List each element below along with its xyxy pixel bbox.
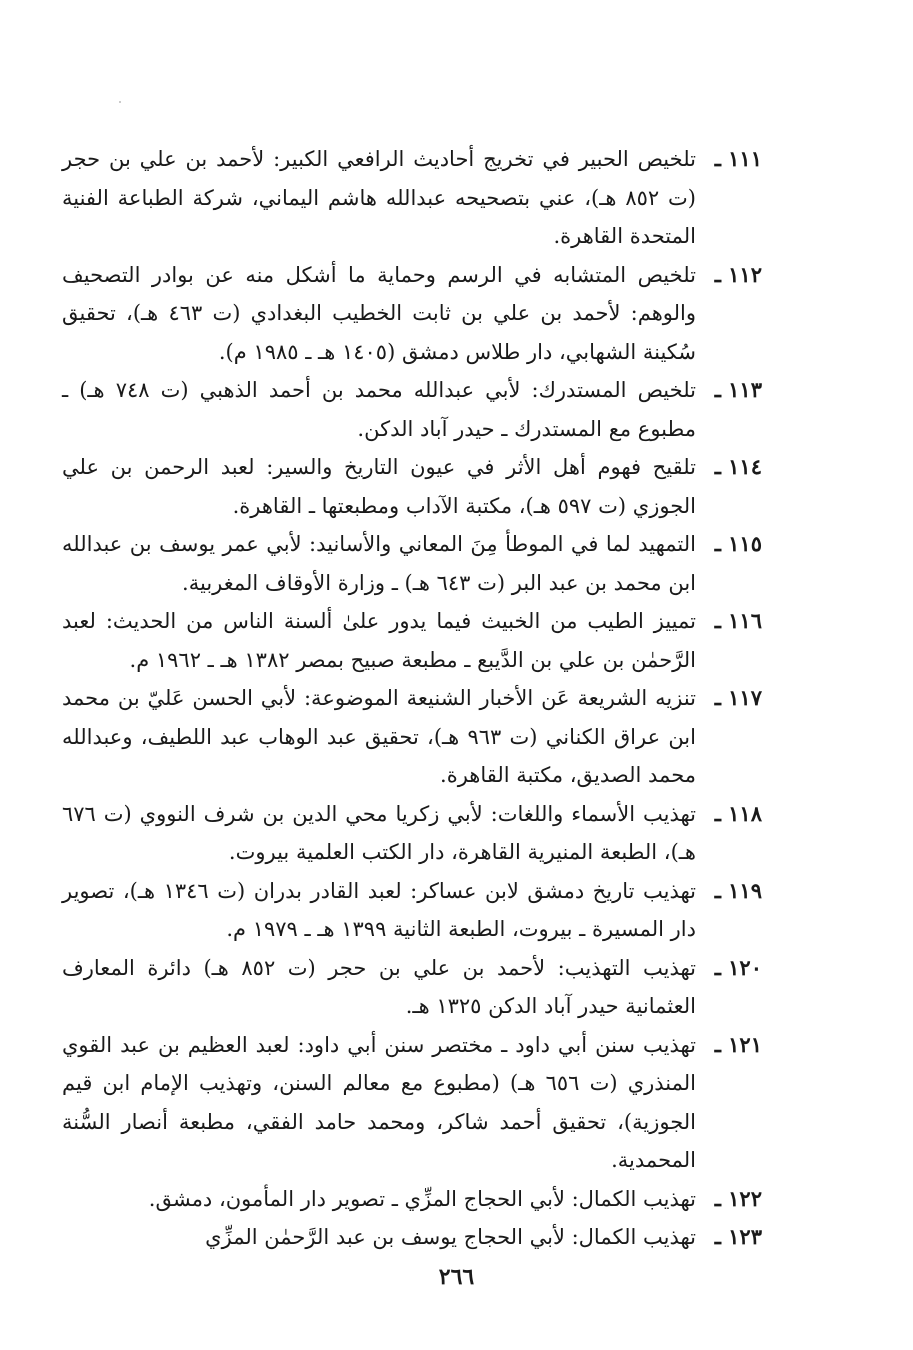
bibliography-entry xyxy=(62,525,762,602)
scan-speck xyxy=(119,101,121,103)
entry-number: ١١٥ ـ xyxy=(714,531,762,556)
bibliography-list xyxy=(62,140,762,1257)
entry-text: تلخيص المستدرك: لأبي عبدالله محمد بن أحمد الذهبي (ت ٧٤٨ هـ) ـ مطبوع مع المستدرك ـ حيدر آباد الدكن. xyxy=(62,378,696,441)
entry-text: تمييز الطيب من الخبيث فيما يدور علىٰ ألسنة الناس من الحديث: لعبد الرَّحمٰن بن علي بن الدَّيبع ـ مطبعة صبيح بمصر ١٣٨٢ هـ ـ ١٩٦٢ م. xyxy=(62,609,696,672)
bibliography-entry xyxy=(62,949,762,1026)
bibliography-entry xyxy=(62,140,762,256)
bibliography-entry xyxy=(62,1218,762,1257)
entry-text: تلخيص الحبير في تخريج أحاديث الرافعي الكبير: لأحمد بن علي بن حجر (ت ٨٥٢ هـ)، عني بتصحيحه عبدالله هاشم اليماني، شركة الطباعة الفنية المتحدة القاهرة. xyxy=(62,147,697,248)
entry-text: تلخيص المتشابه في الرسم وحماية ما أشكل منه عن بوادر التصحيف والوهم: لأحمد بن علي بن ثابت الخطيب البغدادي (ت ٤٦٣ هـ)، تحقيق سُكينة الشهابي، دار طلاس دمشق (١٤٠٥ هـ ـ ١٩٨٥ م). xyxy=(62,262,697,364)
bibliography-entry xyxy=(62,1026,762,1180)
entry-number: ١١٣ ـ xyxy=(714,377,762,402)
bibliography-entry xyxy=(62,256,762,372)
entry-number: ١٢٢ ـ xyxy=(714,1185,762,1211)
entry-number: ١١١ ـ xyxy=(714,146,762,171)
bibliography-entry xyxy=(62,602,762,679)
bibliography-entry xyxy=(62,371,762,448)
entry-number: ١٢٣ ـ xyxy=(714,1224,762,1249)
entry-text: تهذيب الأسماء واللغات: لأبي زكريا محي الدين بن شرف النووي (ت ٦٧٦ هـ)، الطبعة المنيرية القاهرة، دار الكتب العلمية بيروت. xyxy=(62,801,696,864)
entry-text: التمهيد لما في الموطأ مِنَ المعاني والأسانيد: لأبي عمر يوسف بن عبدالله ابن محمد بن عبد البر (ت ٦٤٣ هـ) ـ وزارة الأوقاف المغربية. xyxy=(62,532,696,595)
bibliography-entry xyxy=(62,679,762,795)
entry-number: ١١٧ ـ xyxy=(714,685,762,710)
entry-text: تنزيه الشريعة عَن الأخبار الشنيعة الموضوعة: لأبي الحسن عَليّ بن محمد ابن عراق الكناني (ت ٩٦٣ هـ)، تحقيق عبد الوهاب عبد اللطيف، وعبدالله محمد الصديق، مكتبة القاهرة. xyxy=(62,686,696,787)
entry-text: تهذيب سنن أبي داود ـ مختصر سنن أبي داود: لعبد العظيم بن عبد القوي المنذري (ت ٦٥٦ هـ) (مطبوع مع معالم السنن، وتهذيب الإمام ابن قيم الجوزية)، تحقيق أحمد شاكر، ومحمد حامد الفقي، مطبعة أنصار السُّنة المحمدية. xyxy=(62,1032,697,1172)
entry-number: ١١٢ ـ xyxy=(714,261,762,287)
entry-text: تهذيب الكمال: لأبي الحجاج المزِّي ـ تصوير دار المأمون، دمشق. xyxy=(148,1186,696,1211)
entry-text: تهذيب تاريخ دمشق لابن عساكر: لعبد القادر بدران (ت ١٣٤٦ هـ)، تصوير دار المسيرة ـ بيروت، الطبعة الثانية ١٣٩٩ هـ ـ ١٩٧٩ م. xyxy=(62,878,696,941)
entry-number: ١٢١ ـ xyxy=(714,1031,762,1057)
bibliography-entry xyxy=(62,872,762,949)
entry-text: تهذيب التهذيب: لأحمد بن علي بن حجر (ت ٨٥٢ هـ) دائرة المعارف العثمانية حيدر آباد الدكن ١٣٢٥ هـ. xyxy=(62,955,696,1018)
page-number: ٢٦٦ xyxy=(438,1264,475,1290)
bibliography-entry xyxy=(62,1180,762,1219)
bibliography-entry xyxy=(62,448,762,525)
entry-text: تلقيح فهوم أهل الأثر في عيون التاريخ والسير: لعبد الرحمن بن علي الجوزي (ت ٥٩٧ هـ)، مكتبة الآداب ومطبعتها ـ القاهرة. xyxy=(62,455,696,518)
entry-number: ١١٨ ـ xyxy=(714,800,762,826)
entry-number: ١٢٠ ـ xyxy=(714,954,762,980)
entry-text: تهذيب الكمال: لأبي الحجاج يوسف بن عبد الرَّحمٰن المزِّي xyxy=(205,1225,696,1249)
entry-number: ١١٤ ـ xyxy=(714,454,762,479)
bibliography-entry xyxy=(62,795,762,872)
entry-number: ١١٦ ـ xyxy=(714,608,762,633)
entry-number: ١١٩ ـ xyxy=(714,877,762,903)
